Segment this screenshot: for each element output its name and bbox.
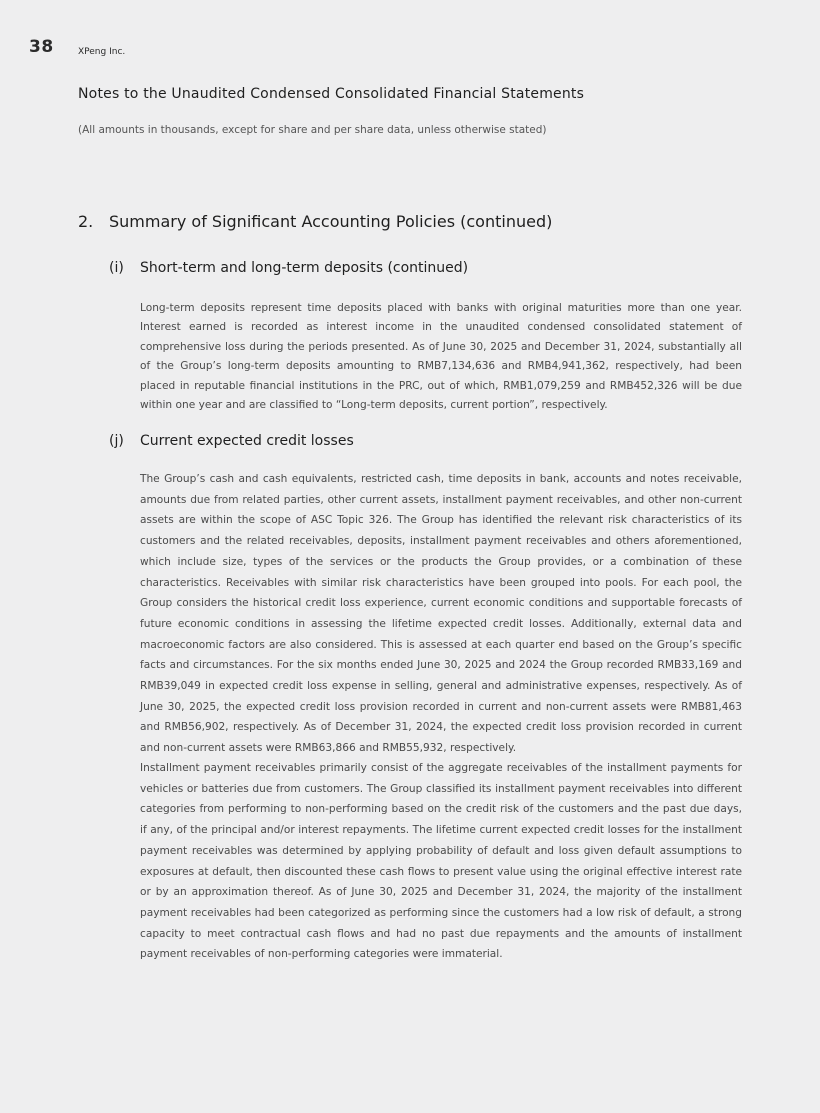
document-subtitle: (All amounts in thousands, except for share and per share data, unless otherwise stated) bbox=[78, 124, 547, 136]
paragraph-installment-receivables: Installment payment receivables primarily consist of the aggregate receivables of the installment payments for vehicles or batteries due from customers. The Group classified its installment payment receivables into different categories from performing to non-performing based on the credit risk of the customers and the past due days, if any, of the principal and/or interest repayments. The lifetime current expected credit losses for the installment payment receivables was determined by applying probability of default and loss given default assumptions to exposures at default, then discounted these cash flows to present value using the original effective interest rate or by an approximation thereof. As of June 30, 2025 and December 31, 2024, the majority of the installment payment receivables had been categorized as performing since the customers had a low risk of default, a strong capacity to meet contractual cash flows and had no past due repayments and the amounts of installment payment receivables of non-performing categories were immaterial. bbox=[140, 762, 742, 961]
paragraph-long-term-deposits: Long-term deposits represent time deposits placed with banks with original maturities more than one year. Interest earned is recorded as interest income in the unaudited condensed consolidated statement of comprehensive loss during the periods presented. As of June 30, 2025 and December 31, 2024, substantially all of the Group’s long-term deposits amounting to RMB7,134,636 and RMB4,941,362, respectively, had been placed in reputable financial institutions in the PRC, out of which, RMB1,079,259 and RMB452,326 will be due within one year and are classified to “Long-term deposits, current portion”, respectively. bbox=[140, 302, 742, 412]
subsection-heading-i bbox=[109, 260, 468, 276]
subsection-label-i: (i) bbox=[109, 260, 124, 276]
page-number: 38 bbox=[29, 37, 54, 57]
section-number: 2. bbox=[78, 212, 94, 231]
subsection-title-i: Short-term and long-term deposits (continued) bbox=[140, 260, 469, 276]
company-name: XPeng Inc. bbox=[78, 47, 126, 57]
paragraph-credit-losses: The Group’s cash and cash equivalents, restricted cash, time deposits in bank, accounts and notes receivable, amounts due from related parties, other current assets, installment payment receivables, and other non-current assets are within the scope of ASC Topic 326. The Group has identified the relevant risk characteristics of its customers and the related receivables, deposits, installment payment receivables and others aforementioned, which include size, types of the services or the products the Group provides, or a combination of these characteristics. Receivables with similar risk characteristics have been grouped into pools. For each pool, the Group considers the historical credit loss experience, current economic conditions and supportable forecasts of future economic conditions in assessing the lifetime expected credit losses. Additionally, external data and macroeconomic factors are also considered. This is assessed at each quarter end based on the Group’s specific facts and circumstances. For the six months ended June 30, 2025 and 2024 the Group recorded RMB33,169 and RMB39,049 in expected credit loss expense in selling, general and administrative expenses, respectively. As of June 30, 2025, the expected credit loss provision recorded in current and non-current assets were RMB81,463 and RMB56,902, respectively. As of December 31, 2024, the expected credit loss provision recorded in current and non-current assets were RMB63,866 and RMB55,932, respectively. bbox=[140, 473, 742, 755]
section-title: Summary of Significant Accounting Policies (continued) bbox=[109, 212, 553, 231]
document-title: Notes to the Unaudited Condensed Consolidated Financial Statements bbox=[78, 86, 585, 102]
section-heading bbox=[78, 212, 552, 231]
subsection-title-j: Current expected credit losses bbox=[140, 433, 354, 449]
subsection-label-j: (j) bbox=[109, 433, 124, 449]
subsection-heading-j bbox=[109, 433, 354, 449]
